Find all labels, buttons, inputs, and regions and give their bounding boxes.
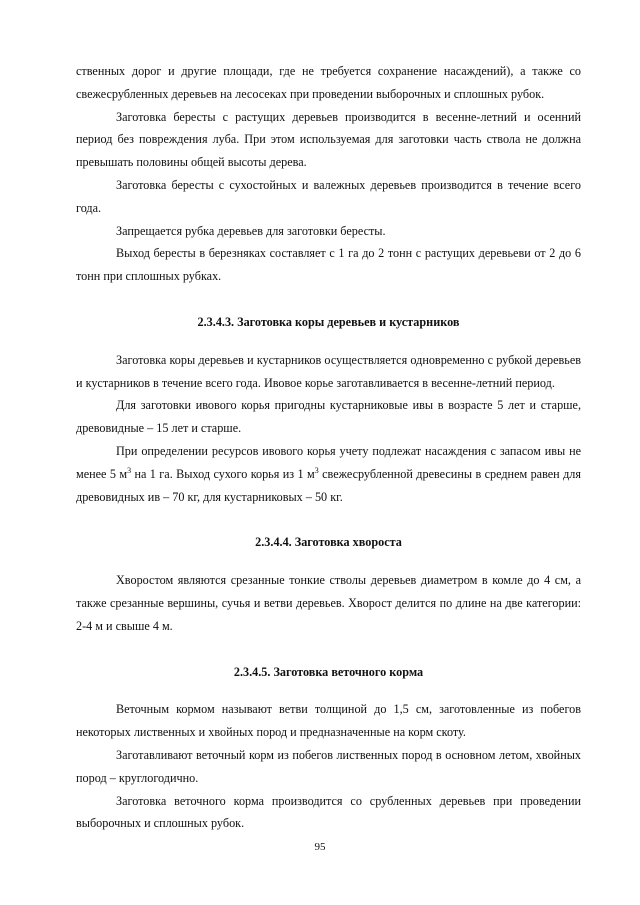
text-segment: При определении ресурсов ивового корья учету подлежат насаждения с запасом ивы не менее 5 м [76,443,581,481]
paragraph-brushwood-definition: Хворостом являются срезанные тонкие стволы деревьев диаметром в комле до 4 см, а также срезанные вершины, сучья и ветви деревьев. Хворост делится по длине на две категории: 2-4 м и свыше 4 м. [76,573,581,633]
paragraph-willow-resources [76,440,581,508]
superscript: 3 [314,465,319,475]
section-heading-bark: 2.3.4.3. Заготовка коры деревьев и кустарников [197,314,460,329]
section-heading-fodder: 2.3.4.5. Заготовка веточного корма [233,664,424,679]
paragraph-birch-bark-dead: Заготовка бересты с сухостойных и валежных деревьев производится в течение всего года. [76,177,581,215]
paragraph-birch-bark-yield: Выход бересты в березняках составляет с 1 га до 2 тонн с растущих деревьеви от 2 до 6 тонн при сплошных рубках. [76,246,581,284]
section-heading-brushwood: 2.3.4.4. Заготовка хвороста [255,535,402,550]
text-segment: свежесрубленной древесины в среднем равен для древовидных ив – 70 кг, для кустарниковых – 50 кг. [76,466,581,504]
superscript: 3 [127,465,132,475]
page-body [76,60,581,835]
paragraph-birch-bark-living: Заготовка бересты с растущих деревьев производится в весенне-летний и осенний период без повреждения луба. При этом используемая для заготовки часть ствола не должна превышать половины общей высоты дерева. [76,109,581,170]
paragraph-continued: ственных дорог и другие площади, где не требуется сохранение насаждений), а также со свежесрубленных деревьев на лесосеках при проведении выборочных и сплошных рубок. [76,64,581,101]
paragraph-bark-harvest: Заготовка коры деревьев и кустарников осуществляется одновременно с рубкой деревьев и кустарников в течение всего года. Ивовое корье заготавливается в весенне-летний период. [76,352,581,390]
text-segment: на 1 га. Выход сухого корья из 1 м [131,466,315,481]
paragraph-fodder-season: Заготавливают веточный корм из побегов лиственных пород в основном летом, хвойных пород – круглогодично. [76,747,581,785]
paragraph-felling-prohibited: Запрещается рубка деревьев для заготовки бересты. [116,223,386,238]
paragraph-willow-age: Для заготовки ивового корья пригодны кустарниковые ивы в возрасте 5 лет и старше, древовидные – 15 лет и старше. [76,398,581,436]
paragraph-fodder-definition: Веточным кормом называют ветви толщиной до 1,5 см, заготовленные из побегов некоторых лиственных и хвойных пород и предназначенные на корм скоту. [76,702,581,740]
paragraph-fodder-source: Заготовка веточного корма производится со срубленных деревьев при проведении выборочных и сплошных рубок. [76,793,581,831]
page-number: 95 [314,841,326,853]
